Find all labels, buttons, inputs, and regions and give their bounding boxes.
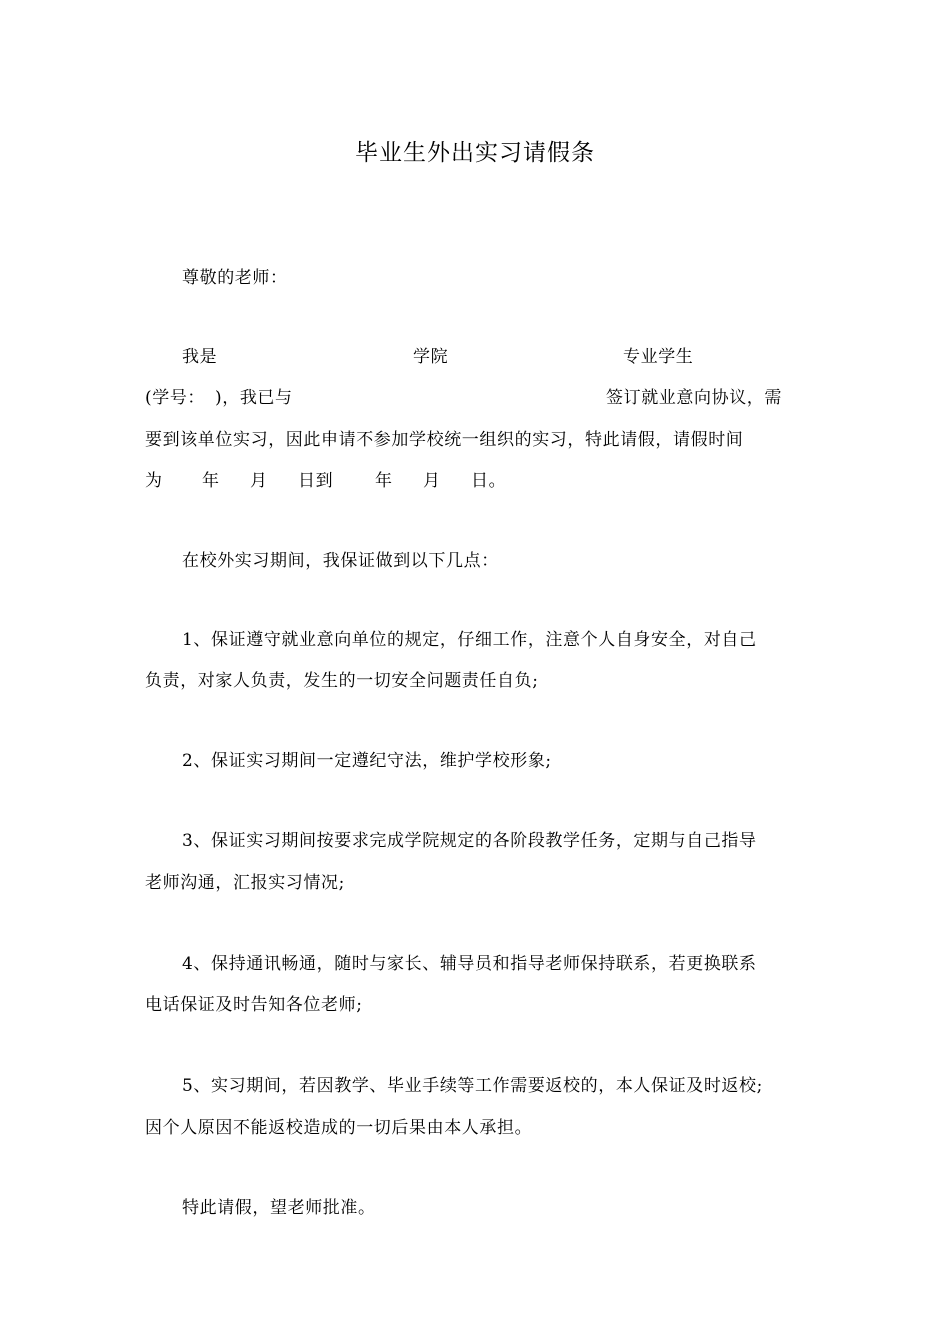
- pledge-item-4-line-1: 4、保持通讯畅通，随时与家长、辅导员和指导老师保持联系，若更换联系: [182, 954, 757, 974]
- closing-line: 特此请假，望老师批准。: [182, 1198, 376, 1218]
- pledge-item-3-line-2: 老师沟通，汇报实习情况;: [145, 873, 345, 893]
- intro-agreement-prefix: )，我已与: [215, 388, 293, 408]
- document-title: 毕业生外出实习请假条: [355, 140, 595, 166]
- date-month-end: 月: [423, 471, 441, 491]
- date-year-end: 年: [375, 471, 393, 491]
- intro-reason-line: 要到该单位实习，因此申请不参加学校统一组织的实习，特此请假，请假时间: [145, 430, 744, 450]
- date-wei: 为: [145, 471, 163, 491]
- intro-college-label: 学院: [413, 347, 449, 367]
- pledge-item-3-line-1: 3、保证实习期间按要求完成学院规定的各阶段教学任务，定期与自己指导: [182, 831, 757, 851]
- pledge-item-5-line-1: 5、实习期间，若因教学、毕业手续等工作需要返校的，本人保证及时返校;: [182, 1076, 763, 1096]
- intro-i-am: 我是: [182, 347, 218, 367]
- date-day-end: 日。: [471, 471, 507, 491]
- salutation: 尊敬的老师：: [182, 268, 288, 288]
- pledge-item-2-line-1: 2、保证实习期间一定遵纪守法，维护学校形象;: [182, 751, 552, 771]
- date-day-to: 日到: [298, 471, 334, 491]
- pledge-item-5-line-2: 因个人原因不能返校造成的一切后果由本人承担。: [145, 1118, 533, 1138]
- intro-student-id-label: (学号：: [145, 388, 206, 408]
- intro-agreement-suffix: 签订就业意向协议，需: [606, 388, 782, 408]
- pledge-intro: 在校外实习期间，我保证做到以下几点：: [182, 551, 499, 571]
- date-month-start: 月: [250, 471, 268, 491]
- pledge-item-1-line-1: 1、保证遵守就业意向单位的规定，仔细工作，注意个人自身安全，对自己: [182, 630, 757, 650]
- intro-major-label: 专业学生: [623, 347, 694, 367]
- date-year-start: 年: [202, 471, 220, 491]
- pledge-item-4-line-2: 电话保证及时告知各位老师;: [145, 995, 363, 1015]
- pledge-item-1-line-2: 负责，对家人负责，发生的一切安全问题责任自负;: [145, 671, 539, 691]
